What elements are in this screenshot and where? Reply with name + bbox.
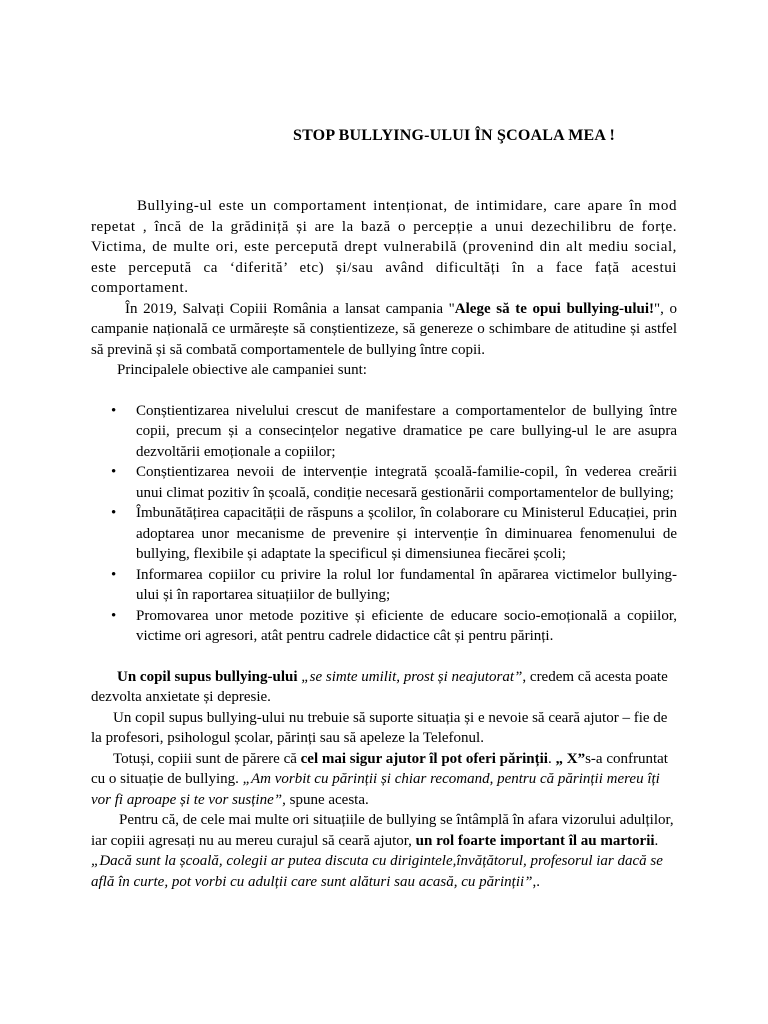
parents-after: s-a confruntat cu o situație de bullying. bbox=[91, 750, 668, 787]
objective-text: Îmbunătățirea capacității de răspuns a școlilor, în colaborare cu Ministerul Educației, prin adoptarea unor mecanisme de prevenire și intervenție în diminuarea fenomenului de bullying, flexibile și adaptate la specificul și dimensiunea fiecărei școli; bbox=[136, 505, 677, 562]
final-quote: „Dacă sunt la școală, colegii ar putea discuta cu dirigintele,învățătorul, profesorul iar dacă se află în curte, pot vorbi cu adulții care sunt alături sau acasă, cu părinții” bbox=[91, 853, 663, 890]
feel-bold: Un copil supus bullying-ului bbox=[117, 668, 298, 685]
witness-after: . bbox=[654, 832, 659, 849]
objective-text: Promovarea unor metode pozitive și eficiente de educare socio-emoțională a copiilor, victime ori agresori, atât pentru cadrele didactice cât și pentru părinți. bbox=[136, 607, 677, 644]
campaign-name: Alege să te opui bullying-ului! bbox=[454, 300, 654, 317]
objectives-intro: Principalele obiective ale campaniei sunt: bbox=[117, 362, 367, 378]
parents-end: , spune acesta. bbox=[282, 791, 369, 808]
list-item bbox=[111, 401, 677, 463]
intro-paragraph: Bullying-ul este un comportament intenționat, de intimidare, care apare în mod repetat , încă de la grădiniță și are la bază o percepție a unui dezechilibru de forțe. Victima, de multe ori, este percepută drept vulnerabilă (provenind din alt mediu social, este percepută ca ‘diferită’ etc) și/sau având dificultăți în a face față acestui comportament. bbox=[91, 198, 677, 296]
objective-text: Conștientizarea nevoii de intervenție integrată școală-familie-copil, în vederea creării unui climat pozitiv în școală, condiție necesară gestionării comportamentelor de bullying; bbox=[136, 464, 677, 501]
feel-rest: , credem că acesta poate dezvolta anxietate și depresie. bbox=[91, 668, 668, 705]
bullet-icon: • bbox=[111, 402, 117, 419]
document-body bbox=[91, 196, 677, 892]
help-paragraph: Un copil supus bullying-ului nu trebuie să suporte situația și e nevoie să ceară ajutor – fie de la profesori, psihologul școlar, părinți sau să apeleze la Telefonul. bbox=[91, 709, 668, 746]
parents-paragraph bbox=[91, 749, 677, 811]
bullet-icon: • bbox=[111, 566, 117, 583]
final-end: ,. bbox=[532, 873, 541, 890]
bullet-icon: • bbox=[111, 464, 117, 480]
parents-middle: . bbox=[547, 750, 556, 767]
witness-paragraph bbox=[91, 810, 677, 851]
list-item bbox=[111, 462, 677, 503]
list-item bbox=[111, 606, 677, 647]
campaign-paragraph bbox=[91, 299, 677, 361]
bullet-icon: • bbox=[111, 607, 117, 624]
parents-before: Totuși, copiii sunt de părere că bbox=[113, 750, 301, 767]
list-item bbox=[111, 565, 677, 606]
campaign-text-after: ", o campanie națională ce urmărește să conștientizeze, să genereze o schimbare de atitudine și astfel să prevină și să combată comportamentele de bullying între copii. bbox=[91, 300, 677, 358]
objective-text: Conștientizarea nivelului crescut de manifestare a comportamentelor de bullying între copii, precum și a consecințelor negative dramatice pe care bullying-ul le are asupra dezvoltării emoționale a copiilor; bbox=[136, 402, 677, 460]
parents-quote: „Am vorbit cu părinții și chiar recomand, pentru că părinții mereu îți vor fi aproape și te vor susține” bbox=[91, 771, 660, 808]
feel-quote: „se simte umilit, prost și neajutorat” bbox=[297, 668, 523, 685]
feel-paragraph bbox=[91, 667, 677, 708]
objective-text: Informarea copiilor cu privire la rolul lor fundamental în apărarea victimelor bullying-ului și în raportarea situațiilor de bullying; bbox=[136, 566, 677, 603]
document-title: STOP BULLYING-ULUI ÎN ŞCOALA MEA ! bbox=[293, 127, 615, 144]
list-item bbox=[111, 503, 677, 565]
witness-before: Pentru că, de cele mai multe ori situațiile de bullying se întâmplă în afara vizorului adulților, iar copiii agresați nu au mereu curajul să ceară ajutor, bbox=[91, 812, 674, 849]
final-quote-paragraph bbox=[91, 851, 677, 892]
campaign-text-before: În 2019, Salvați Copiii România a lansat campania " bbox=[125, 300, 455, 317]
parents-name: „ X” bbox=[555, 750, 586, 767]
bullet-icon: • bbox=[111, 505, 117, 521]
witness-bold: un rol foarte important îl au martorii bbox=[415, 832, 655, 849]
parents-bold: cel mai sigur ajutor îl pot oferi părinții bbox=[300, 750, 548, 767]
objectives-list bbox=[91, 401, 677, 647]
